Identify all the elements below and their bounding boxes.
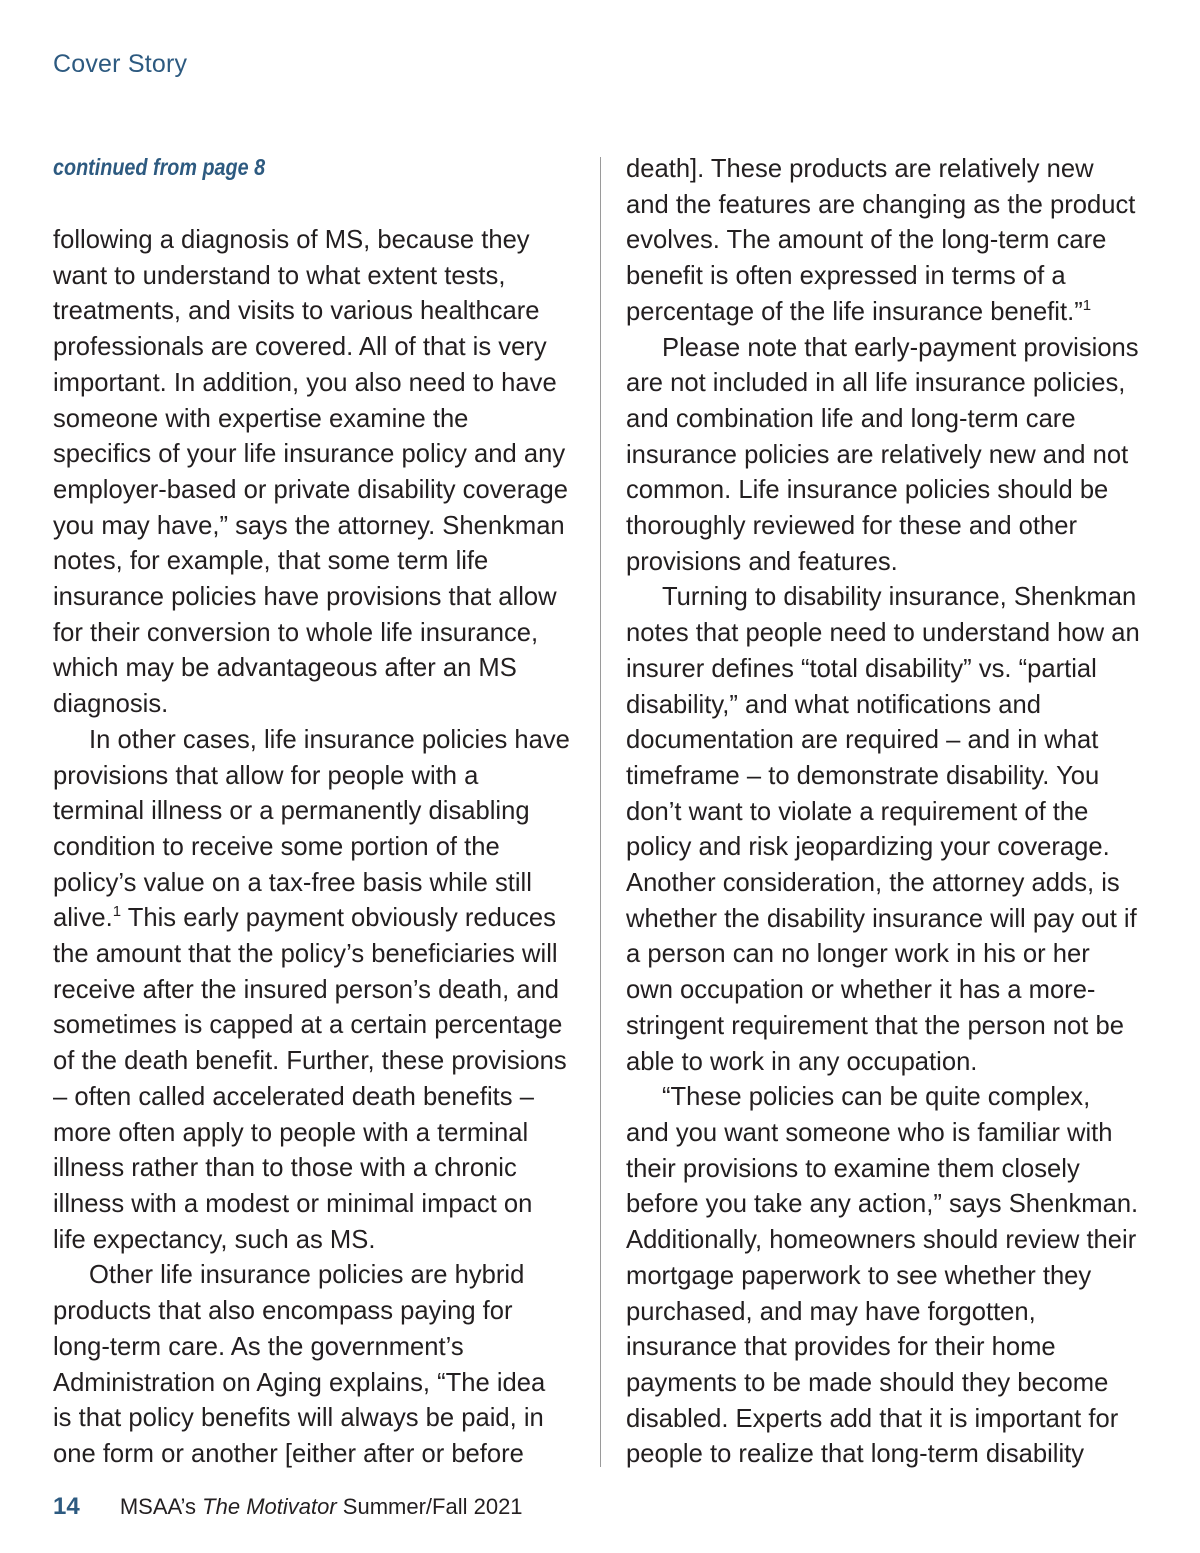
text-line: are not included in all life insurance policies, (626, 369, 1126, 398)
text-line: documentation are required – and in what (626, 726, 1099, 755)
text-line: don’t want to violate a requirement of the (626, 797, 1089, 826)
column-divider (600, 157, 601, 1467)
text-line: treatments, and visits to various healthcare (53, 297, 540, 326)
page-footer (53, 1493, 523, 1521)
text-line: insurance that provides for their home (626, 1333, 1056, 1362)
text-line: policy and risk jeopardizing your coverage. (626, 833, 1110, 862)
text-line: disability,” and what notifications and (626, 690, 1041, 719)
page-number: 14 (53, 1493, 80, 1520)
text-line: people to realize that long-term disability (626, 1440, 1085, 1469)
paragraph-start: Please note that early-payment provisions (662, 333, 1139, 362)
continued-from-label: continued from page 8 (53, 154, 266, 180)
text-line: before you take any action,” says Shenkman. (626, 1190, 1139, 1219)
text-line: payments to be made should they become (626, 1368, 1109, 1397)
text-line: Administration on Aging explains, “The idea (53, 1368, 546, 1397)
text-line: more often apply to people with a terminal (53, 1118, 529, 1147)
text-line: you may have,” says the attorney. Shenkman (53, 511, 565, 540)
footnote-marker: 1 (112, 903, 122, 921)
text-line: their provisions to examine them closely (626, 1154, 1080, 1183)
text-line: Additionally, homeowners should review their (626, 1226, 1137, 1255)
text-line: a person can no longer work in his or her (626, 940, 1090, 969)
text-line: specifics of your life insurance policy and any (53, 440, 566, 469)
footnote-marker: 1 (1082, 296, 1092, 314)
text-line: notes, for example, that some term life (53, 547, 489, 576)
text-line: – often called accelerated death benefits – (53, 1082, 534, 1111)
text-line-with-footnote (626, 295, 1161, 331)
text-fragment: percentage of the life insurance benefit.” (626, 297, 1083, 326)
text-fragment: This early payment obviously reduces (121, 904, 556, 933)
publication-title: The Motivator (202, 1494, 337, 1519)
text-line: terminal illness or a permanently disabling (53, 797, 530, 826)
text-line: whether the disability insurance will pay out if (626, 904, 1137, 933)
text-line: long-term care. As the government’s (53, 1332, 464, 1361)
text-fragment: alive. (53, 904, 113, 933)
text-line: benefit is often expressed in terms of a (626, 262, 1066, 291)
text-line: illness with a modest or minimal impact on (53, 1189, 533, 1218)
issue-label: Summer/Fall 2021 (342, 1494, 523, 1519)
text-line: insurer defines “total disability” vs. “partial (626, 654, 1097, 683)
text-line: which may be advantageous after an MS (53, 654, 517, 683)
text-line: of the death benefit. Further, these provisions (53, 1047, 567, 1076)
text-line: thoroughly reviewed for these and other (626, 512, 1078, 541)
publisher-name: MSAA’s (119, 1494, 197, 1519)
left-column (53, 223, 588, 1473)
text-line: purchased, and may have forgotten, (626, 1297, 1036, 1326)
section-label: Cover Story (53, 50, 188, 78)
text-line: stringent requirement that the person not be (626, 1011, 1124, 1040)
text-line: employer-based or private disability coverage (53, 475, 568, 504)
text-line: common. Life insurance policies should be (626, 476, 1109, 505)
text-line: notes that people need to understand how an (626, 619, 1140, 648)
text-line: important. In addition, you also need to have (53, 368, 557, 397)
text-line: life expectancy, such as MS. (53, 1225, 376, 1254)
paragraph-start: “These policies can be quite complex, (662, 1083, 1091, 1112)
text-line: death]. These products are relatively new (626, 155, 1094, 183)
text-line: professionals are covered. All of that is very (53, 333, 547, 362)
right-column (626, 152, 1161, 1473)
paragraph-start: Turning to disability insurance, Shenkman (662, 583, 1137, 612)
text-line: and combination life and long-term care (626, 404, 1076, 433)
paragraph-start: In other cases, life insurance policies have (89, 725, 570, 754)
text-line: receive after the insured person’s death, and (53, 975, 560, 1004)
text-line: and the features are changing as the product (626, 190, 1136, 219)
text-line: Another consideration, the attorney adds, is (626, 869, 1120, 898)
text-line-with-footnote (53, 901, 588, 937)
text-line: provisions that allow for people with a (53, 761, 479, 790)
text-line: want to understand to what extent tests, (53, 261, 506, 290)
text-line: and you want someone who is familiar with (626, 1118, 1113, 1147)
text-line: mortgage paperwork to see whether they (626, 1261, 1092, 1290)
text-line: someone with expertise examine the (53, 404, 469, 433)
text-line: illness rather than to those with a chronic (53, 1154, 517, 1183)
text-line: policy’s value on a tax-free basis while still (53, 868, 532, 897)
text-line: evolves. The amount of the long-term care (626, 226, 1107, 255)
paragraph-start: Other life insurance policies are hybrid (89, 1261, 525, 1290)
text-line: timeframe – to demonstrate disability. You (626, 761, 1100, 790)
text-line: diagnosis. (53, 690, 169, 719)
text-line: disabled. Experts add that it is important for (626, 1404, 1119, 1433)
text-line: is that policy benefits will always be paid, in (53, 1404, 544, 1433)
text-line: following a diagnosis of MS, because they (53, 226, 530, 254)
text-line: provisions and features. (626, 547, 898, 576)
text-line: insurance policies have provisions that allow (53, 583, 557, 612)
text-line: condition to receive some portion of the (53, 832, 500, 861)
text-line: able to work in any occupation. (626, 1047, 978, 1076)
text-line: products that also encompass paying for (53, 1297, 513, 1326)
text-line: one form or another [either after or before (53, 1439, 524, 1468)
text-line: own occupation or whether it has a more- (626, 976, 1096, 1005)
text-line: sometimes is capped at a certain percentage (53, 1011, 563, 1040)
text-line: the amount that the policy’s beneficiaries will (53, 940, 558, 969)
text-line: insurance policies are relatively new and not (626, 440, 1129, 469)
text-line: for their conversion to whole life insurance, (53, 618, 539, 647)
